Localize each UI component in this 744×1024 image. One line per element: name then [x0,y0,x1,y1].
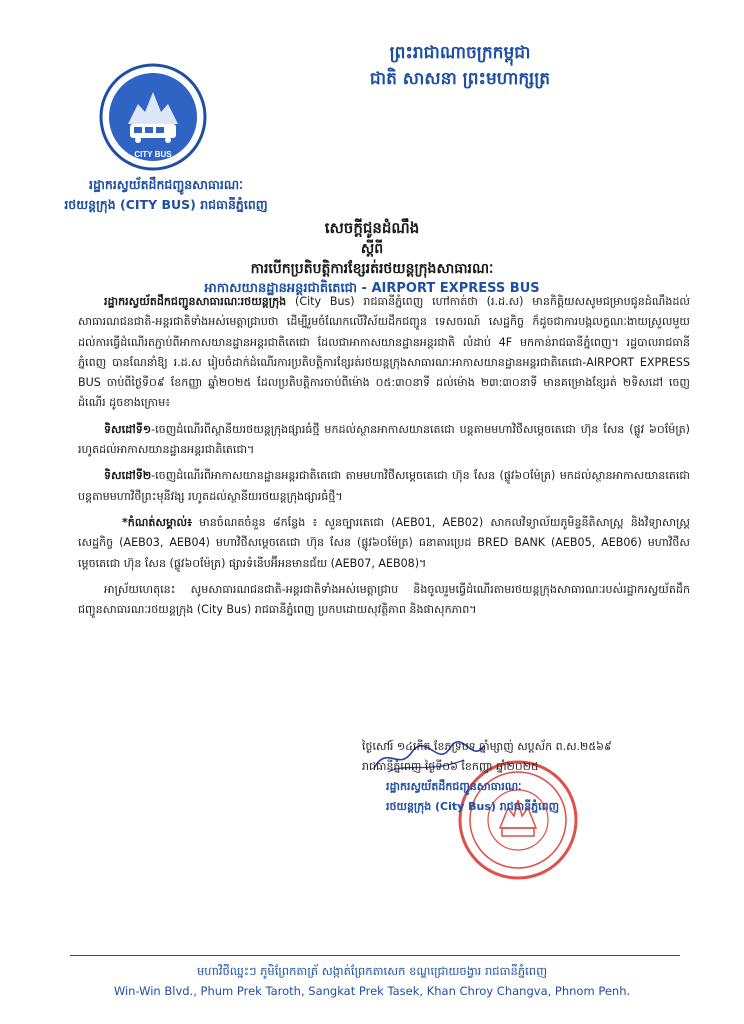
document-body [78,292,690,626]
document-title [150,218,594,299]
direction-1 [78,420,690,461]
city-bus-logo [98,62,208,172]
direction-2-text: -ចេញដំណើរពីអាកាសយានដ្ឋានអន្តរជាតិតេជោ តាមមហាវិថីសម្តេចតេជោ ហ៊ុន សែន (ផ្លូវ៦០ម៉ែត្រ) មកដល់ស្ថានអាកាសយានតេជោ បន្តតាមមហាវិថីព្រះមុនីវង្ស រហូតដល់ស្ថានីយរថយន្តក្រុងផ្សារធំថ្មី។ [78,469,690,503]
note-text: មានចំណតចំនួន ៨កន្លែង ៖ សួនច្បារតេជោ (AEB01, AEB02) សាកលវិទ្យាល័យភូមិន្ទនីតិសាស្ត្រ និងវិទ្យាសាស្ត្រសេដ្ឋកិច្ច (AEB03, AEB04) មហាវិថីសម្តេចតេជោ ហ៊ុន សែន (ផ្លូវ៦០ម៉ែត្រ) ធនាគារប្រេដ BRED BANK (AEB05, AEB06) មហាវិថីសម្តេចតេជោ ហ៊ុន សែន (ផ្លូវ៦០ម៉ែត្រ) ផ្សារទំនើបអ៊ីអនមានជ័យ (AEB07, AEB08)។ [78,515,690,570]
direction-2 [78,466,690,507]
signature-block [326,737,706,817]
direction-1-label: ទិសដៅទី១ [104,422,152,436]
logo-caption: CITY BUS [134,150,172,159]
intro-paragraph [78,292,690,414]
footer-divider [70,955,680,956]
title-notice: សេចក្តីជូនដំណឹង [324,219,420,237]
org-line-1: រដ្ឋាករស្វយ័តដឹកជញ្ជូនសាធារណៈ [89,177,243,192]
footer-address-english: Win-Win Blvd., Phum Prek Taroth, Sangkat Prek Tasek, Khan Chroy Changva, Phnom Penh. [113,984,631,998]
signer-org-line-1: រដ្ឋាករស្វយ័តដឹកជញ្ជូនសាធារណៈ [386,780,522,793]
direction-2-label: ទិសដៅទី២ [104,469,152,483]
footer-address-khmer: មហាវិថីឈ្នះៗ ភូមិព្រែកតាត្រ័ សង្កាត់ព្រែកតាសេក ខណ្ឌជ្រោយចង្វារ រាជធានីភ្នំពេញ [196,964,548,978]
national-motto: ជាតិ សាសនា ព្រះមហាក្សត្រ [369,69,551,89]
intro-org: រដ្ឋាករស្វយ័តដឹកជញ្ជូនសាធារណៈរថយន្តក្រុង [104,295,287,308]
signer-org-line-2: រថយន្តក្រុង (City Bus) រាជធានីភ្នំពេញ [386,800,560,813]
title-route-name: អាកាសយានដ្ឋានអន្តរជាតិតេជោ - AIRPORT EXPRESS BUS [204,281,540,296]
place-date: រាជធានីភ្នំពេញ ថ្ងៃទី០៦ ខែកញ្ញា ឆ្នាំ២០២៥ [362,760,539,773]
title-subject-label: ស្តីពី [360,241,384,257]
stops-note [78,513,690,574]
title-subject: ការបើកប្រតិបត្តិការខ្សែរត់រថយន្តក្រុងសាធារណៈ [250,261,494,277]
org-line-2: រថយន្តក្រុង (CITY BUS) រាជធានីភ្នំពេញ [64,197,268,212]
lunar-date: ថ្ងៃសៅរ៍ ១៤កើត ខែភទ្របទ ឆ្នាំម្សាញ់ សប្តស័ក ព.ស.២៥៦៩ [362,740,612,753]
footer-address [40,961,704,1001]
intro-text: (City Bus) រាជធានីភ្នំពេញ ហៅកាត់ថា (រ.ដ.ស) មានកិត្តិយសសូមជម្រាបជូនដំណឹងដល់សាធារណជនជាតិ-អន្តរជាតិទាំងអស់មេត្តាជ្រាបថា ដើម្បីរួមចំណែកលើវិស័យដឹកជញ្ជូន ទេសចរណ៍ សេដ្ឋកិច្ច ក៏ដូចជាការបង្កលក្ខណៈងាយស្រួលមួយ ដល់ការធ្វើដំណើរតភ្ជាប់ពីអាកាសយានដ្ឋានអន្តរជាតិតេជោ ដែលជាអាកាសយានដ្ឋានអន្តរជាតិ លំដាប់ 4F មកកាន់រាជធានីភ្នំពេញ។ រដ្ឋបាលរាជធានីភ្នំពេញ បានណែនាំឱ្យ រ.ដ.ស រៀបចំដាក់ដំណើរការប្រតិបត្តិការខ្សែរត់រថយន្តក្រុងសាធារណៈអាកាសយានដ្ឋានអន្តរជាតិតេជោ-AIRPORT EXPRESS BUS ចាប់ពីថ្ងៃទី០៩ ខែកញ្ញា ឆ្នាំ២០២៥ ដែលប្រតិបត្តិការចាប់ពីម៉ោង ០៥:៣០នាទី ដល់ម៉ោង ២៣:៣០នាទី មានគម្រោងខ្សែរត់ ២ទិសដៅ ចេញដំណើរ ដូចខាងក្រោម៖ [78,295,690,410]
letterhead-kingdom [250,40,670,92]
kingdom-name: ព្រះរាជាណាចក្រកម្ពុជា [389,43,531,63]
note-label: *កំណត់សម្គាល់៖ [122,515,192,529]
organization-name [36,175,296,215]
direction-1-text: -ចេញដំណើរពីស្ថានីយរថយន្តក្រុងផ្សារធំថ្មី មកដល់ស្ថានអាកាសយានតេជោ បន្តតាមមហាវិថីសម្តេចតេជោ ហ៊ុន សែន (ផ្លូវ ៦០ម៉ែត្រ) រហូតដល់អាកាសយានដ្ឋានអន្តរជាតិតេជោ។ [78,422,690,457]
closing-paragraph: អាស្រ័យហេតុនេះ សូមសាធារណជនជាតិ-អន្តរជាតិទាំងអស់មេត្តាជ្រាប និងចូលរួមធ្វើដំណើរតាមរថយន្តក្រុងសាធារណៈរបស់រដ្ឋាករស្វយ័តដឹកជញ្ជូនសាធារណៈរថយន្តក្រុង (City Bus) រាជធានីភ្នំពេញ ប្រកបដោយសុវត្ថិភាព និងផាសុកភាព។ [78,582,690,617]
